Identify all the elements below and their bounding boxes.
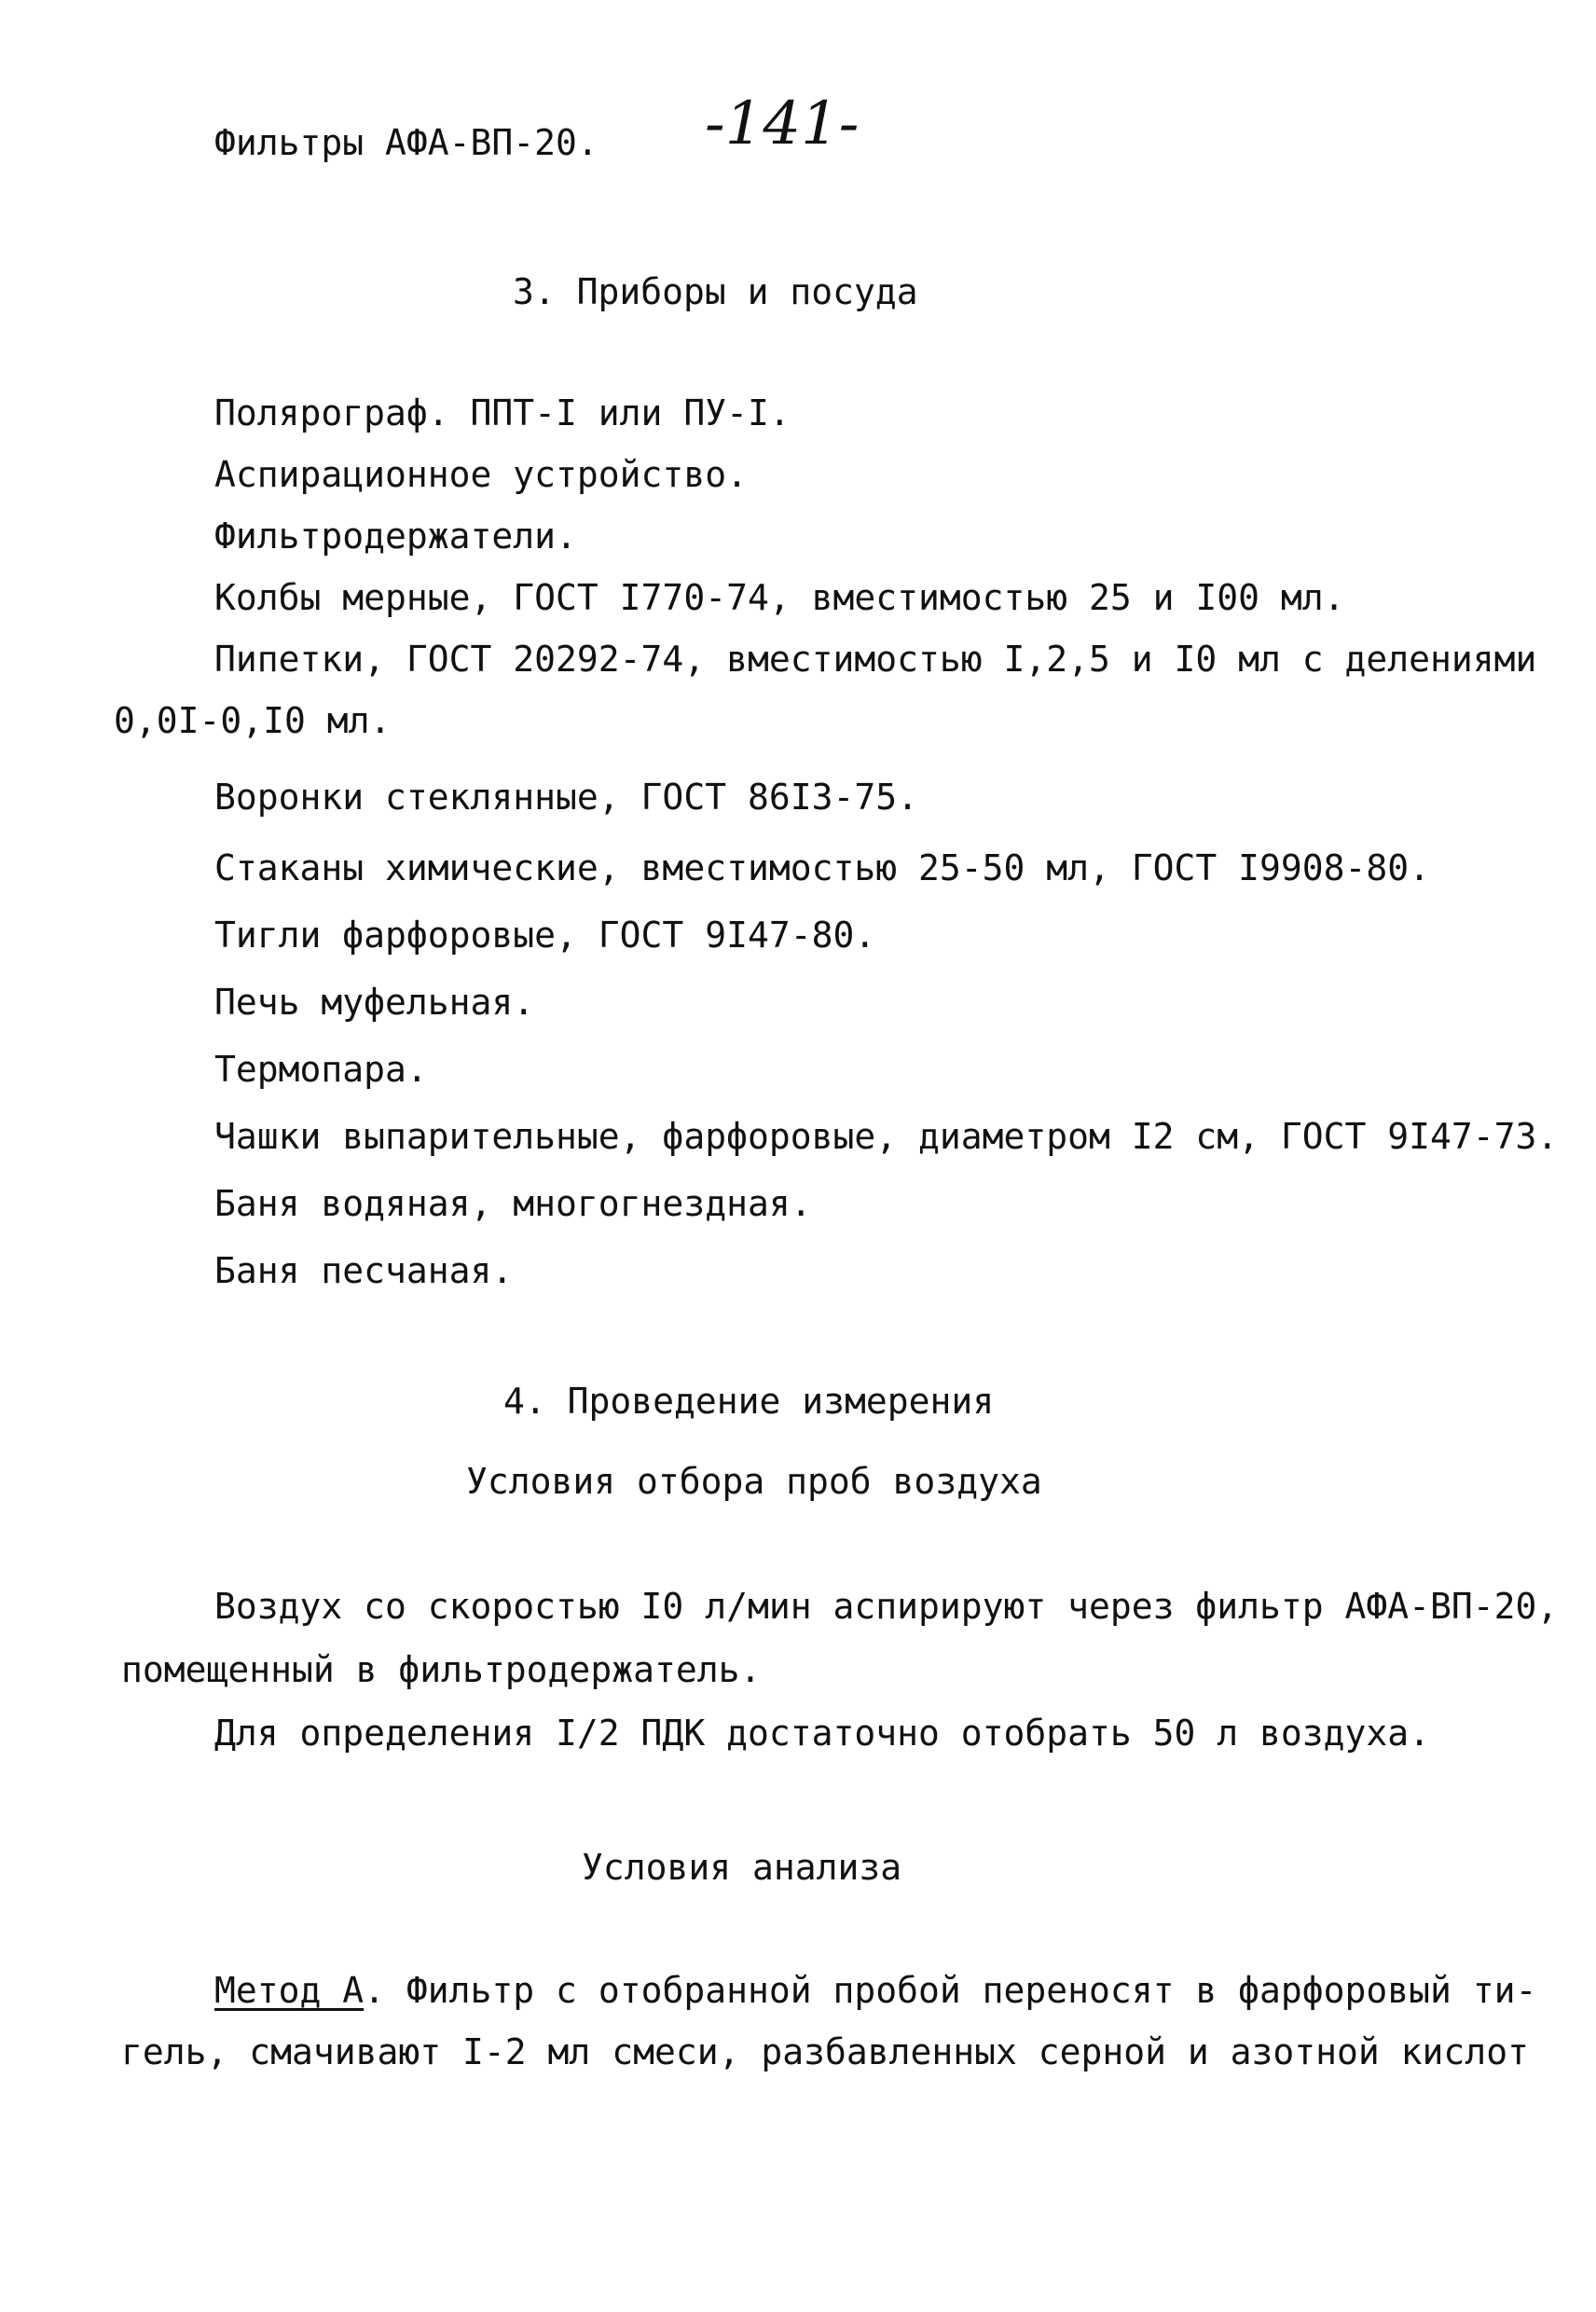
equipment-item: Аспирационное устройство.	[214, 454, 748, 495]
method-text: . Фильтр с отобранной пробой переносят в фарфоровый ти-	[364, 1970, 1537, 2011]
equipment-item: Чашки выпарительные, фарфоровые, диаметром I2 см, ГОСТ 9I47-73.	[214, 1116, 1559, 1157]
equipment-item: Термопара.	[214, 1049, 428, 1090]
filters-line: Фильтры АФА-ВП-20.	[214, 122, 598, 163]
page-number: -141-	[705, 89, 860, 158]
equipment-item: Тигли фарфоровые, ГОСТ 9I47-80.	[214, 915, 876, 956]
equipment-item: Колбы мерные, ГОСТ I770-74, вместимостью 25 и I00 мл.	[214, 577, 1345, 618]
equipment-item: Печь муфельная.	[214, 982, 535, 1023]
equipment-item-continuation: 0,0I-0,I0 мл.	[114, 700, 392, 741]
equipment-item: Баня водяная, многогнездная.	[214, 1183, 812, 1224]
equipment-item: Баня песчаная.	[214, 1250, 514, 1291]
equipment-item: Пипетки, ГОСТ 20292-74, вместимостью I,2,5 и I0 мл с делениями	[214, 639, 1537, 680]
equipment-item: Фильтродержатели.	[214, 516, 577, 557]
analysis-conditions-heading: Условия анализа	[582, 1847, 902, 1888]
sampling-conditions-heading: Условия отбора проб воздуха	[466, 1461, 1042, 1502]
method-a-line-2: гель, смачивают I-2 мл смеси, разбавленных серной и азотной кислот	[121, 2031, 1529, 2072]
sampling-paragraph-line: помещенный в фильтродержатель.	[121, 1649, 762, 1690]
equipment-item: Полярограф. ППТ-I или ПУ-I.	[214, 392, 791, 434]
method-a-line	[214, 1969, 1536, 2012]
equipment-item: Стаканы химические, вместимостью 25-50 мл, ГОСТ I9908-80.	[214, 847, 1431, 888]
section4-title: 4. Проведение измерения	[503, 1381, 995, 1422]
method-label: Метод А	[214, 1970, 365, 2011]
equipment-item: Воронки стеклянные, ГОСТ 86I3-75.	[214, 777, 918, 818]
sampling-volume-paragraph: Для определения I/2 ПДК достаточно отобрать 50 л воздуха.	[214, 1713, 1431, 1754]
section3-title: 3. Приборы и посуда	[513, 271, 918, 312]
sampling-paragraph-line: Воздух со скоростью I0 л/мин аспирируют через фильтр АФА-ВП-20,	[214, 1586, 1559, 1627]
